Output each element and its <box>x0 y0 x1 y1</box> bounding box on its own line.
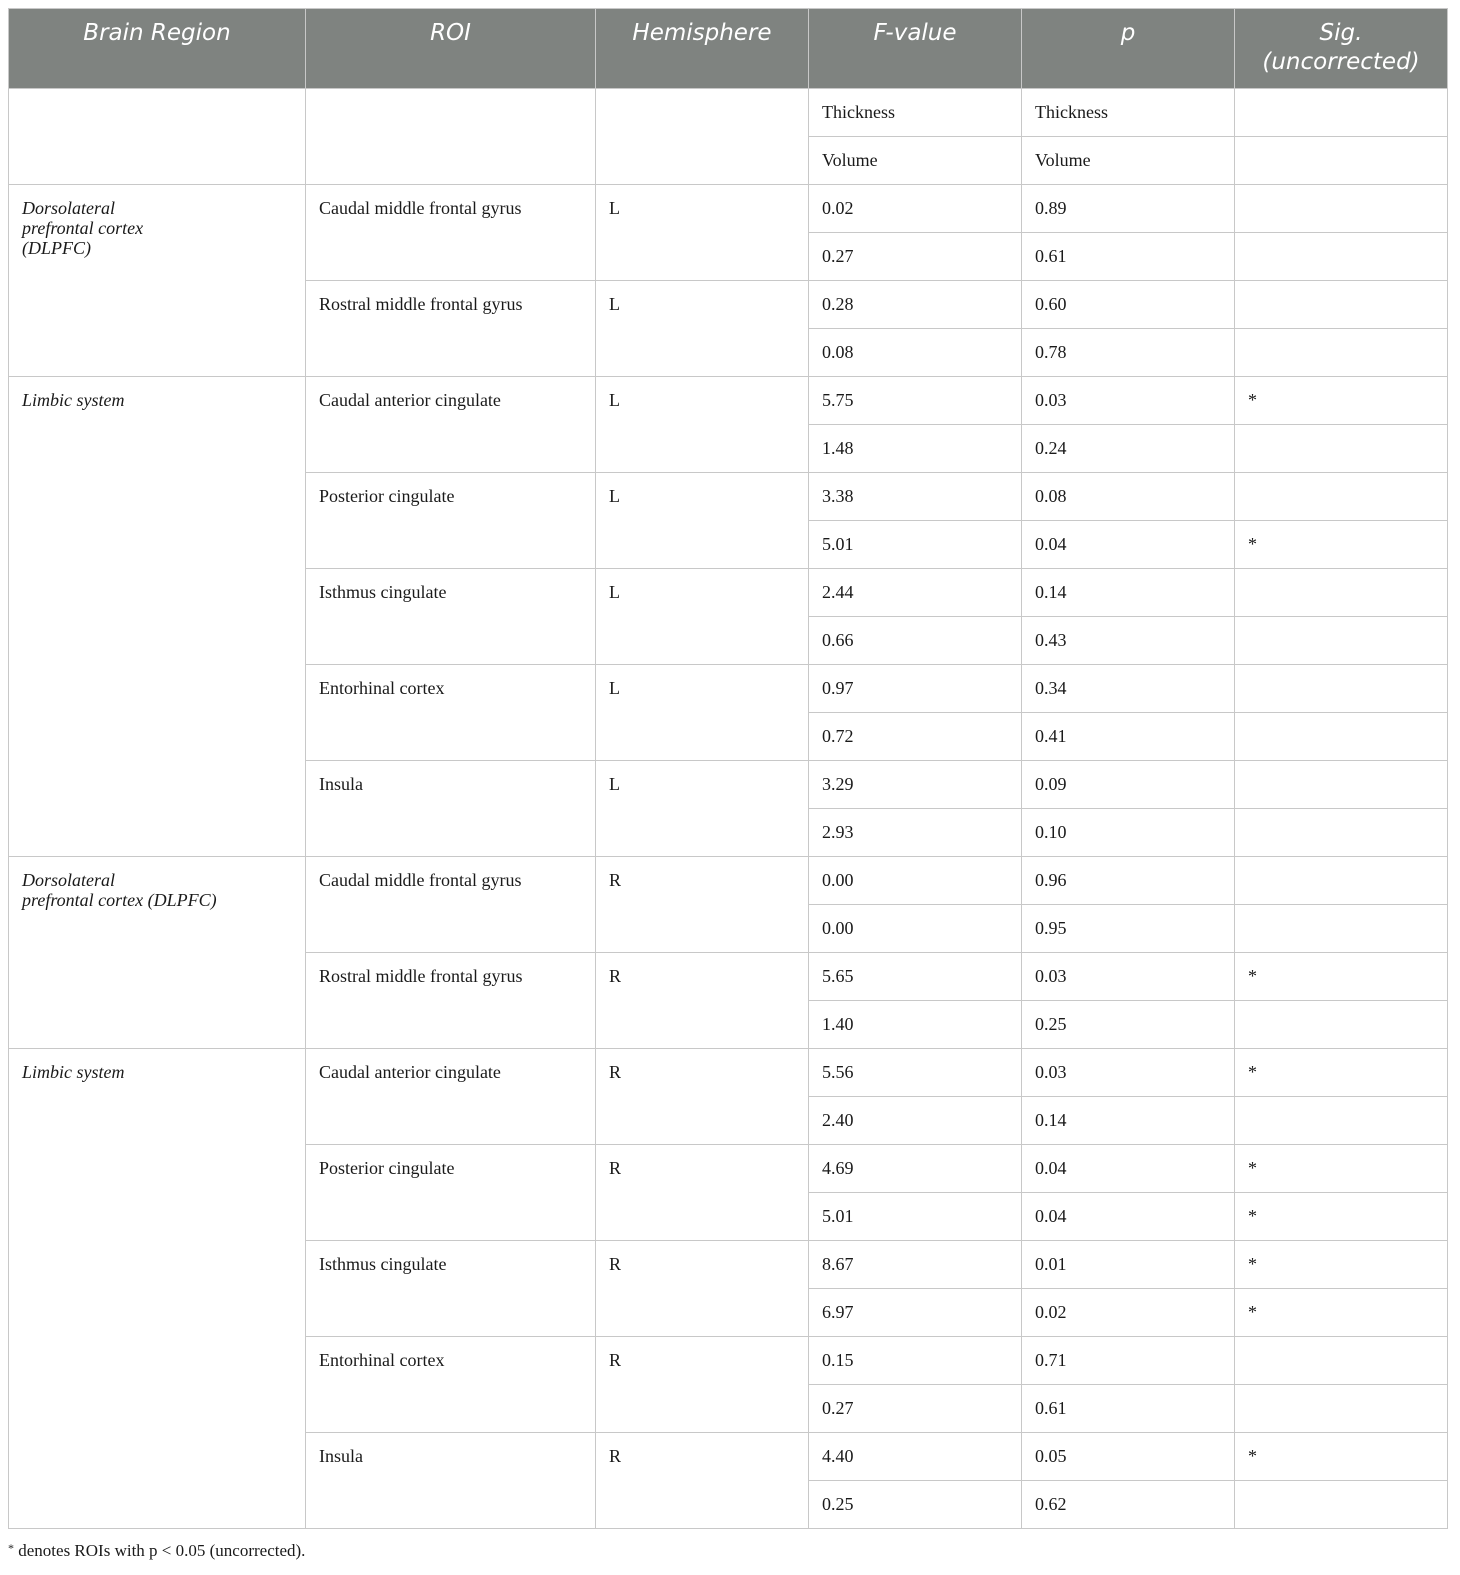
table-header <box>9 9 1448 89</box>
p-value-cell: 0.03 <box>1022 1049 1235 1097</box>
p-value-cell: 0.78 <box>1022 329 1235 377</box>
f-value-cell: 0.27 <box>809 233 1022 281</box>
hemisphere-cell: R <box>596 1049 809 1145</box>
sig-cell <box>1235 425 1448 473</box>
sig-cell: * <box>1235 1289 1448 1337</box>
roi-cell: Entorhinal cortex <box>306 665 596 761</box>
p-value-cell: 0.10 <box>1022 809 1235 857</box>
p-value-cell: 0.62 <box>1022 1481 1235 1529</box>
p-value-cell: 0.34 <box>1022 665 1235 713</box>
header-row <box>9 9 1448 89</box>
roi-cell: Caudal anterior cingulate <box>306 1049 596 1145</box>
sig-cell: * <box>1235 521 1448 569</box>
brain-region-line: prefrontal cortex <box>22 218 144 238</box>
roi-cell: Caudal anterior cingulate <box>306 377 596 473</box>
p-value-cell: 0.04 <box>1022 521 1235 569</box>
p-value-cell: 0.61 <box>1022 233 1235 281</box>
hemisphere-cell: R <box>596 953 809 1049</box>
sig-cell <box>1235 329 1448 377</box>
sig-cell: * <box>1235 953 1448 1001</box>
sig-cell: * <box>1235 1193 1448 1241</box>
sig-cell <box>1235 809 1448 857</box>
hemisphere-cell: R <box>596 1145 809 1241</box>
sig-cell: * <box>1235 377 1448 425</box>
sig-cell <box>1235 1001 1448 1049</box>
sig-cell: * <box>1235 1241 1448 1289</box>
sig-cell <box>1235 233 1448 281</box>
brain-region-cell <box>9 377 306 857</box>
roi-cell: Isthmus cingulate <box>306 1241 596 1337</box>
sig-cell: * <box>1235 1049 1448 1097</box>
sig-cell <box>1235 185 1448 233</box>
measure-label-p: Volume <box>1022 137 1235 185</box>
brain-region-line: (DLPFC) <box>22 238 91 258</box>
header-f-value: F-value <box>809 9 1022 89</box>
brain-region-cell <box>9 185 306 377</box>
p-value-cell: 0.25 <box>1022 1001 1235 1049</box>
p-value-cell: 0.02 <box>1022 1289 1235 1337</box>
p-value-cell: 0.60 <box>1022 281 1235 329</box>
header-brain-region: Brain Region <box>9 9 306 89</box>
footnote-marker: * <box>8 1541 14 1555</box>
f-value-cell: 8.67 <box>809 1241 1022 1289</box>
measure-row-thickness <box>9 89 1448 137</box>
hemisphere-cell: L <box>596 761 809 857</box>
p-value-cell: 0.08 <box>1022 473 1235 521</box>
f-value-cell: 0.28 <box>809 281 1022 329</box>
f-value-cell: 5.01 <box>809 521 1022 569</box>
f-value-cell: 0.27 <box>809 1385 1022 1433</box>
sig-cell <box>1235 1385 1448 1433</box>
brain-region-line: Dorsolateral <box>22 870 116 890</box>
header-hemisphere: Hemisphere <box>596 9 809 89</box>
f-value-cell: 5.01 <box>809 1193 1022 1241</box>
table-row <box>9 857 1448 905</box>
sig-cell <box>1235 1337 1448 1385</box>
hemisphere-cell: L <box>596 569 809 665</box>
f-value-cell: 5.65 <box>809 953 1022 1001</box>
p-value-cell: 0.03 <box>1022 377 1235 425</box>
brain-region-line: prefrontal cortex (DLPFC) <box>22 890 217 910</box>
f-value-cell: 2.40 <box>809 1097 1022 1145</box>
hemisphere-cell: R <box>596 1337 809 1433</box>
roi-cell: Caudal middle frontal gyrus <box>306 185 596 281</box>
f-value-cell: 0.15 <box>809 1337 1022 1385</box>
f-value-cell: 0.00 <box>809 905 1022 953</box>
sig-cell <box>1235 761 1448 809</box>
hemisphere-cell: L <box>596 185 809 281</box>
sig-cell <box>1235 665 1448 713</box>
f-value-cell: 3.29 <box>809 761 1022 809</box>
empty-cell <box>1235 137 1448 185</box>
table-row <box>9 377 1448 425</box>
f-value-cell: 6.97 <box>809 1289 1022 1337</box>
p-value-cell: 0.14 <box>1022 1097 1235 1145</box>
hemisphere-cell: L <box>596 281 809 377</box>
f-value-cell: 0.72 <box>809 713 1022 761</box>
brain-region-line: Limbic system <box>22 390 125 410</box>
empty-cell <box>596 89 809 185</box>
p-value-cell: 0.03 <box>1022 953 1235 1001</box>
sig-cell <box>1235 857 1448 905</box>
brain-region-line: Dorsolateral <box>22 198 116 218</box>
roi-cell: Rostral middle frontal gyrus <box>306 953 596 1049</box>
sig-cell <box>1235 281 1448 329</box>
f-value-cell: 3.38 <box>809 473 1022 521</box>
sig-cell <box>1235 617 1448 665</box>
hemisphere-cell: R <box>596 1241 809 1337</box>
header-roi: ROI <box>306 9 596 89</box>
f-value-cell: 2.44 <box>809 569 1022 617</box>
f-value-cell: 4.69 <box>809 1145 1022 1193</box>
brain-region-cell <box>9 1049 306 1529</box>
empty-cell <box>9 89 306 185</box>
p-value-cell: 0.04 <box>1022 1193 1235 1241</box>
p-value-cell: 0.05 <box>1022 1433 1235 1481</box>
f-value-cell: 1.48 <box>809 425 1022 473</box>
p-value-cell: 0.61 <box>1022 1385 1235 1433</box>
p-value-cell: 0.24 <box>1022 425 1235 473</box>
sig-cell <box>1235 473 1448 521</box>
sig-cell <box>1235 1481 1448 1529</box>
f-value-cell: 5.75 <box>809 377 1022 425</box>
table-footnote <box>8 1541 305 1561</box>
brain-region-cell <box>9 857 306 1049</box>
header-sig: Sig. (uncorrected) <box>1235 9 1448 89</box>
header-p: p <box>1022 9 1235 89</box>
sig-cell <box>1235 713 1448 761</box>
hemisphere-cell: R <box>596 1433 809 1529</box>
f-value-cell: 1.40 <box>809 1001 1022 1049</box>
hemisphere-cell: L <box>596 665 809 761</box>
f-value-cell: 0.00 <box>809 857 1022 905</box>
sig-cell <box>1235 569 1448 617</box>
roi-cell: Isthmus cingulate <box>306 569 596 665</box>
p-value-cell: 0.04 <box>1022 1145 1235 1193</box>
p-value-cell: 0.43 <box>1022 617 1235 665</box>
measure-label-f: Thickness <box>809 89 1022 137</box>
table-body <box>9 89 1448 1529</box>
roi-cell: Rostral middle frontal gyrus <box>306 281 596 377</box>
sig-cell <box>1235 1097 1448 1145</box>
results-table <box>8 8 1448 1529</box>
p-value-cell: 0.41 <box>1022 713 1235 761</box>
hemisphere-cell: R <box>596 857 809 953</box>
roi-cell: Insula <box>306 761 596 857</box>
roi-cell: Posterior cingulate <box>306 1145 596 1241</box>
p-value-cell: 0.96 <box>1022 857 1235 905</box>
measure-label-p: Thickness <box>1022 89 1235 137</box>
p-value-cell: 0.89 <box>1022 185 1235 233</box>
empty-cell <box>306 89 596 185</box>
f-value-cell: 0.66 <box>809 617 1022 665</box>
roi-cell: Caudal middle frontal gyrus <box>306 857 596 953</box>
hemisphere-cell: L <box>596 377 809 473</box>
p-value-cell: 0.01 <box>1022 1241 1235 1289</box>
f-value-cell: 0.08 <box>809 329 1022 377</box>
f-value-cell: 5.56 <box>809 1049 1022 1097</box>
p-value-cell: 0.14 <box>1022 569 1235 617</box>
measure-label-f: Volume <box>809 137 1022 185</box>
f-value-cell: 0.97 <box>809 665 1022 713</box>
table-row <box>9 185 1448 233</box>
f-value-cell: 0.02 <box>809 185 1022 233</box>
p-value-cell: 0.09 <box>1022 761 1235 809</box>
sig-cell <box>1235 905 1448 953</box>
roi-cell: Posterior cingulate <box>306 473 596 569</box>
f-value-cell: 0.25 <box>809 1481 1022 1529</box>
empty-cell <box>1235 89 1448 137</box>
roi-cell: Entorhinal cortex <box>306 1337 596 1433</box>
table-row <box>9 1049 1448 1097</box>
roi-cell: Insula <box>306 1433 596 1529</box>
p-value-cell: 0.95 <box>1022 905 1235 953</box>
footnote-text: denotes ROIs with p < 0.05 (uncorrected). <box>18 1541 306 1560</box>
p-value-cell: 0.71 <box>1022 1337 1235 1385</box>
hemisphere-cell: L <box>596 473 809 569</box>
f-value-cell: 4.40 <box>809 1433 1022 1481</box>
brain-region-line: Limbic system <box>22 1062 125 1082</box>
sig-cell: * <box>1235 1145 1448 1193</box>
f-value-cell: 2.93 <box>809 809 1022 857</box>
sig-cell: * <box>1235 1433 1448 1481</box>
